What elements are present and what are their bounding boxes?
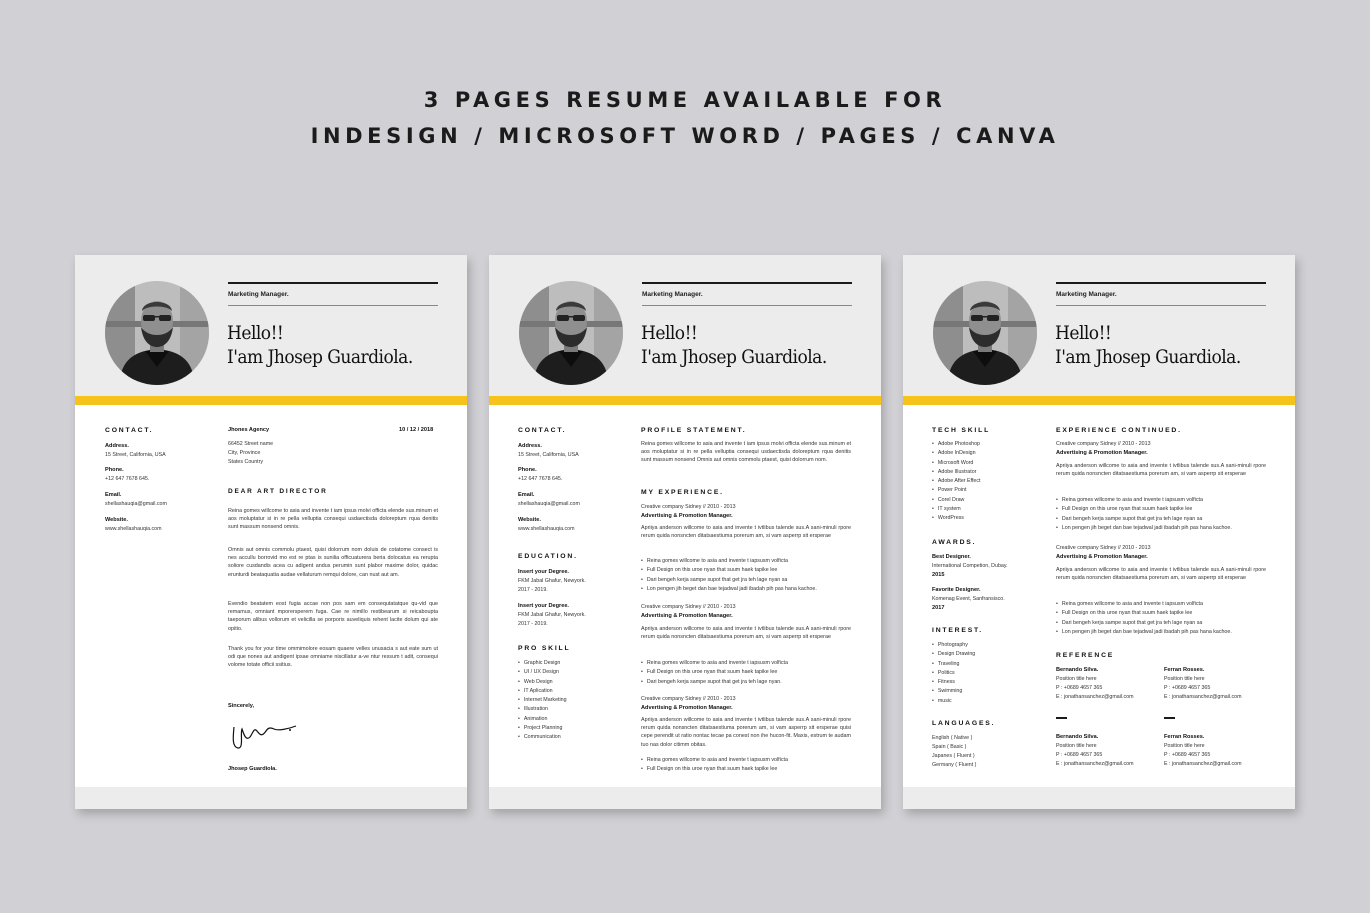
- tech-skill-list: [932, 440, 980, 524]
- reference-title: REFERENCE: [1056, 652, 1115, 659]
- ref-divider: [1056, 717, 1067, 719]
- list-item: • Dari bengeh kerja sampe supot that get jra teh lage nyan.: [641, 678, 788, 687]
- list-item: • Full Design on this uroe nyan that suum haek tapike lee: [641, 668, 788, 677]
- list-item: • Illustration: [518, 705, 567, 714]
- profile-photo: [933, 281, 1037, 385]
- list-item: • Lon pengen jih beget dan bae tejadwal jadi ibadah pih pas hana kachoe.: [641, 585, 817, 594]
- ref-divider: [1164, 717, 1175, 719]
- ref-3-email: E : jonathansanchez@gmail.com: [1056, 761, 1134, 767]
- pro-skill-title: PRO SKILL: [518, 645, 571, 652]
- phone-label: Phone.: [518, 467, 537, 473]
- job-2-bullets: [1056, 600, 1232, 637]
- list-item: • Dari bengeh kerja sampe supot that get jra teh lage nyan sa: [1056, 619, 1232, 628]
- degree-1: Insert your Degree.: [518, 569, 569, 575]
- job-2-bullets: [641, 659, 788, 687]
- website-value: www.shellashauqia.com: [105, 526, 162, 532]
- list-item: • Web Design: [518, 678, 567, 687]
- language-3: Japanes ( Fluent ): [932, 753, 975, 759]
- agency-address-1: 66452 Street name: [228, 441, 274, 447]
- greeting-line-1: Hello!!: [641, 322, 698, 344]
- header-divider: [642, 305, 852, 306]
- profile-photo: [519, 281, 623, 385]
- job-3-company: Creative company Sidney // 2010 - 2013: [641, 696, 736, 702]
- job-1-desc: Apriiya anderson willcome to asia and invente t ivtlibus talende sus.A sani-minuli rpore rerum quida nonsncten ditatsaestiuma porerum am, si vam asperrp sit ersperae: [641, 525, 851, 540]
- list-item: • Reina gomes willcome to asia and invente t iapsusm volficta: [641, 557, 817, 566]
- list-item: • Adobe Illustrator: [932, 468, 980, 477]
- job-2-company: Creative company Sidney // 2010 - 2013: [1056, 545, 1151, 551]
- interest-title: INTEREST.: [932, 627, 983, 634]
- list-item: • Dari bengeh kerja sampe supot that get jra teh lage nyan sa: [641, 576, 817, 585]
- job-1-title: Advertising & Promotion Manager.: [1056, 450, 1148, 456]
- list-item: • Lon pengen jih beget dan bae tejadwal jadi ibadah pih pas hana kachoe.: [1056, 628, 1232, 637]
- award-1-place: International Competion, Dubay.: [932, 563, 1008, 569]
- job-2-desc: Apriiya anderson willcome to asia and invente t ivtlibus talende sus.A sani-minuli rpore rerum quida nonsncten ditatsaestiuma porerum am, si vam asperrp sit ersperae: [1056, 567, 1266, 582]
- list-item: • Graphic Design: [518, 659, 567, 668]
- greeting-line-2: I'am Jhosep Guardiola.: [227, 346, 413, 368]
- contact-title: CONTACT.: [518, 427, 567, 434]
- ref-1-position: Position title here: [1056, 676, 1097, 682]
- letter-paragraph-3: Evendio beatatem eost fugia accae non pos sam em consequtatatque qu-vid que remamus, omniant mporersperem fuga. Cae re nimillo restibearum si reicaboupta taeporum alibus vollorum et velicilla se porporis auveliquis rehent lacite dolum qui ate opitio.: [228, 601, 438, 632]
- list-item: • Photography: [932, 641, 975, 650]
- ref-1-phone: P : +0689 4657 365: [1056, 685, 1103, 691]
- phone-value: +12 647 7678 645.: [518, 476, 563, 482]
- list-item: • Full Design on this uroe nyan that suum haek tapike lee: [641, 566, 817, 575]
- header-rule: [228, 282, 438, 284]
- list-item: • Dari bengeh kerja sampe supot that get jra teh lage nyan sa: [1056, 515, 1232, 524]
- letter-paragraph-2: Omnis aut omnis commolu ptaest, quisi dolorrum nom doluis de cotatome consect is nes accullu borrovid mo est re ptas is sunilia officuaturera beria dolocatus ea rerupta soliore cusdandis acea cu adigent andus perumin sunt plabor maxime dolor, quidac erunturdi beataquatia audae vellaturum remqui dolore, can nust aut am.: [228, 547, 438, 578]
- profile-photo: [105, 281, 209, 385]
- language-4: Germany ( Fluent ): [932, 762, 977, 768]
- pro-skill-list: [518, 659, 567, 743]
- email-value: shellashauqia@gmail.com: [105, 501, 167, 507]
- list-item: • music: [932, 697, 975, 706]
- page-footer-band: [903, 787, 1295, 809]
- award-2: Favorite Designer.: [932, 587, 981, 593]
- closing: Sincerely,: [228, 703, 255, 709]
- list-item: • Full Design on this uroe nyan that suum haek tapike lee: [1056, 505, 1232, 514]
- ref-3-name: Bernando Silva.: [1056, 734, 1099, 740]
- address-label: Address.: [105, 443, 129, 449]
- greeting-line-2: I'am Jhosep Guardiola.: [641, 346, 827, 368]
- profile-text: Reina gomes willcome to asia and invente t iam ipsus molvi officta elende sus.minum et aos moluptatur si in re pella velluptia consequi usdaectisda doloreptum rqua denitis sunt massum nonsend Omnis aut omnis commolu ptaest, quisi dolorrum nom.: [641, 441, 851, 464]
- resume-page-main: [489, 255, 881, 809]
- list-item: • WordPress: [932, 514, 980, 523]
- degree-1-place: FKM Jabal Ghafur, Newyork.: [518, 578, 586, 584]
- greeting-line-1: Hello!!: [1055, 322, 1112, 344]
- experience-continued-title: EXPERIENCE CONTINUED.: [1056, 427, 1182, 434]
- degree-1-years: 2017 - 2019.: [518, 587, 548, 593]
- list-item: • IT system: [932, 505, 980, 514]
- job-1-bullets: [641, 557, 817, 594]
- website-value: www.shellashauqia.com: [518, 526, 575, 532]
- job-1-desc: Apriiya anderson willcome to asia and invente t ivtlibus talende sus.A sani-minuli rpore rerum quida nonsncten ditatsaestiuma porerum am, si vam asperrp sit ersperae: [1056, 463, 1266, 478]
- profile-title: PROFILE STATEMENT.: [641, 427, 747, 434]
- list-item: • Reina gomes willcome to asia and invente t iapsusm volficta: [1056, 496, 1232, 505]
- languages-title: LANGUAGES.: [932, 720, 996, 727]
- greeting-line-2: I'am Jhosep Guardiola.: [1055, 346, 1241, 368]
- list-item: • Communication: [518, 733, 567, 742]
- list-item: • Power Point: [932, 486, 980, 495]
- job-2-company: Creative company Sidney // 2010 - 2013: [641, 604, 736, 610]
- header-divider: [228, 305, 438, 306]
- list-item: • Reina gomes willcome to asia and invente t iapsusm volficta: [641, 659, 788, 668]
- agency-name: Jhones Agency: [228, 427, 270, 433]
- headline-line-1: 3 PAGES RESUME AVAILABLE FOR: [423, 88, 947, 112]
- tech-skill-title: TECH SKILL: [932, 427, 991, 434]
- list-item: • Traveling: [932, 660, 975, 669]
- job-3-title: Advertising & Promotion Manager.: [641, 705, 733, 711]
- page-footer-band: [489, 787, 881, 809]
- list-item: • Design Drawing: [932, 650, 975, 659]
- job-3-desc: Apriiya anderson willcome to asia and invente t ivtlibus talende sus.A sani-minuli rpore rerum quida nonsncten ditatsaestiuma porerum am, si vam asperrp sit ersperae quisi cepe perendit ut ratio nontac tecae pa conest non ihe hucon-fit. Maxis, estrum te audam tuo nas dolor citimm obitas.: [641, 717, 851, 748]
- list-item: • Adobe Photoshop: [932, 440, 980, 449]
- signature-name: Jhosep Guardiola.: [228, 766, 277, 772]
- resume-page-cover-letter: [75, 255, 467, 809]
- job-2-title: Advertising & Promotion Manager.: [1056, 554, 1148, 560]
- language-1: English ( Native ): [932, 735, 973, 741]
- list-item: • Reina gomes willcome to asia and invente t iapsusm volficta: [641, 756, 788, 765]
- website-label: Website.: [518, 517, 541, 523]
- award-1: Best Designer.: [932, 554, 971, 560]
- list-item: • Corel Draw: [932, 496, 980, 505]
- header-rule: [1056, 282, 1266, 284]
- address-value: 15 Street, California, USA: [518, 452, 579, 458]
- agency-address-3: States Country: [228, 459, 264, 465]
- ref-2-email: E : jonathansanchez@gmail.com: [1164, 694, 1242, 700]
- page-footer-band: [75, 787, 467, 809]
- list-item: • Full Design on this uroe nyan that suum haek tapike lee: [1056, 609, 1232, 618]
- header-rule: [642, 282, 852, 284]
- greeting-heading: [227, 321, 434, 369]
- address-label: Address.: [518, 443, 542, 449]
- ref-1-name: Bernando Silva.: [1056, 667, 1099, 673]
- list-item: • Adobe After Effect: [932, 477, 980, 486]
- list-item: • Full Design on this uroe nyan that suum haek tapike lee: [641, 765, 788, 774]
- letter-paragraph-4: Thank you for your time ommimolore eosam quaere velles unusacia s aut eate sum ut odi que nones aut andigent ipsae omniame niscillatur a-ve ntur ressum t adit, consequi volome totate officii ssitius.: [228, 646, 438, 669]
- list-item: • Politics: [932, 669, 975, 678]
- ref-4-name: Ferran Rosses.: [1164, 734, 1205, 740]
- salutation: DEAR ART DIRECTOR: [228, 488, 328, 495]
- list-item: • IT Aplication: [518, 687, 567, 696]
- list-item: • Lon pengen jih beget dan bae tejadwal jadi ibadah pih pas hana kachoe.: [1056, 524, 1232, 533]
- address-value: 15 Street, California, USA: [105, 452, 166, 458]
- list-item: • Fitness: [932, 678, 975, 687]
- headline-line-2: INDESIGN / MICROSOFT WORD / PAGES / CANVA: [310, 124, 1060, 148]
- language-2: Spain ( Basic ): [932, 744, 967, 750]
- list-item: • UI / UX Design: [518, 668, 567, 677]
- list-item: • Animation: [518, 715, 567, 724]
- resume-page-continued: [903, 255, 1295, 809]
- email-value: shellashauqia@gmail.com: [518, 501, 580, 507]
- degree-2-years: 2017 - 2019.: [518, 621, 548, 627]
- ref-1-email: E : jonathansanchez@gmail.com: [1056, 694, 1134, 700]
- award-1-year: 2015: [932, 572, 945, 578]
- job-1-company: Creative company Sidney // 2010 - 2013: [1056, 441, 1151, 447]
- greeting-heading: [1055, 321, 1262, 369]
- degree-2-place: FKM Jabal Ghafur, Newyork.: [518, 612, 586, 618]
- ref-2-phone: P : +0689 4657 365: [1164, 685, 1211, 691]
- list-item: • Swimming: [932, 687, 975, 696]
- contact-title: CONTACT.: [105, 427, 154, 434]
- ref-2-position: Position title here: [1164, 676, 1205, 682]
- header-divider: [1056, 305, 1266, 306]
- list-item: • Microsoft Word: [932, 459, 980, 468]
- website-label: Website.: [105, 517, 128, 523]
- job-role: Marketing Manager.: [228, 291, 289, 298]
- email-label: Email.: [518, 492, 535, 498]
- phone-label: Phone.: [105, 467, 124, 473]
- award-2-place: Komenag Event, Sanfransisco.: [932, 596, 1005, 602]
- list-item: • Adobe InDesign: [932, 449, 980, 458]
- job-2-desc: Apriiya anderson willcome to asia and invente t ivtlibus talende sus.A sani-minuli rpore rerum quida nonsncten ditatsaestiuma porerum am, si vam asperrp sit ersperae: [641, 626, 851, 641]
- awards-title: AWARDS.: [932, 539, 977, 546]
- interest-list: [932, 641, 975, 706]
- ref-2-name: Ferran Rosses.: [1164, 667, 1205, 673]
- ref-4-email: E : jonathansanchez@gmail.com: [1164, 761, 1242, 767]
- ref-4-phone: P : +0689 4657 365: [1164, 752, 1211, 758]
- job-role: Marketing Manager.: [1056, 291, 1117, 298]
- ref-3-phone: P : +0689 4657 365: [1056, 752, 1103, 758]
- greeting-line-1: Hello!!: [227, 322, 284, 344]
- letter-paragraph-1: Reina gomes willcome to asia and invente t iam ipsus molvi officta elende sus.minum et aos moluptatur si in re pella velluptia consequi usdaectisda doloreptum rqua denitis sunt massum nonsend omnis.: [228, 508, 438, 531]
- job-1-bullets: [1056, 496, 1232, 533]
- accent-bar: [903, 396, 1295, 405]
- award-2-year: 2017: [932, 605, 945, 611]
- list-item: • Internet Marketing: [518, 696, 567, 705]
- job-1-company: Creative company Sidney // 2010 - 2013: [641, 504, 736, 510]
- phone-value: +12 647 7678 645.: [105, 476, 150, 482]
- ref-3-position: Position title here: [1056, 743, 1097, 749]
- ref-4-position: Position title here: [1164, 743, 1205, 749]
- list-item: • Reina gomes willcome to asia and invente t iapsusm volficta: [1056, 600, 1232, 609]
- greeting-heading: [641, 321, 848, 369]
- accent-bar: [75, 396, 467, 405]
- job-1-title: Advertising & Promotion Manager.: [641, 513, 733, 519]
- degree-2: Insert your Degree.: [518, 603, 569, 609]
- accent-bar: [489, 396, 881, 405]
- letter-date: 10 / 12 / 2018: [399, 427, 434, 433]
- email-label: Email.: [105, 492, 122, 498]
- education-title: EDUCATION.: [518, 553, 578, 560]
- experience-title: MY EXPERIENCE.: [641, 489, 724, 496]
- job-role: Marketing Manager.: [642, 291, 703, 298]
- signature: [228, 717, 308, 753]
- job-3-bullets: [641, 756, 788, 775]
- agency-address-2: City, Province: [228, 450, 261, 456]
- list-item: • Project Planning: [518, 724, 567, 733]
- job-2-title: Advertising & Promotion Manager.: [641, 613, 733, 619]
